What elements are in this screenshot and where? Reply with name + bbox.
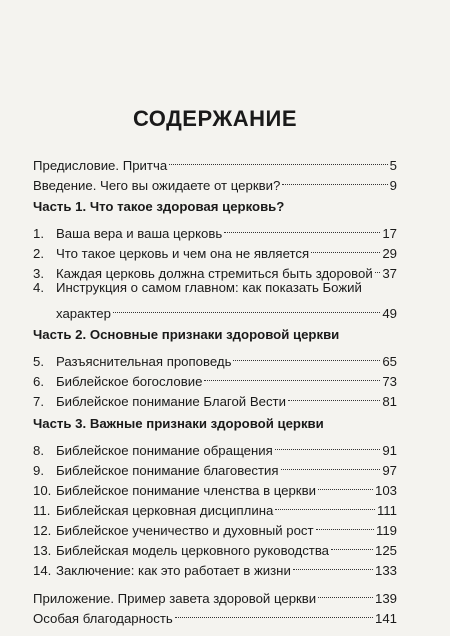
dot-leader [275, 495, 375, 515]
entry-number: 6. [33, 374, 44, 389]
entry-number: 1. [33, 226, 44, 241]
entry-number: 3. [33, 266, 44, 281]
entry-text: Приложение. Пример завета здоровой церкви [33, 591, 317, 606]
entry-text: Ваша вера и ваша церковь [56, 226, 223, 241]
toc-entry-4-continued[interactable] [33, 298, 397, 321]
toc-entry-11[interactable] [33, 495, 397, 518]
toc-entry-appendix[interactable] [33, 583, 397, 606]
entry-text: Библейское понимание членства в церкви [56, 483, 316, 498]
toc-entry-1[interactable] [33, 218, 397, 241]
entry-text: Библейская модель церковного руководства [56, 543, 330, 558]
dot-leader [233, 346, 380, 366]
entry-page: 9 [389, 178, 397, 193]
entry-text: Библейское понимание благовестия [56, 463, 279, 478]
dot-leader [169, 150, 388, 170]
entry-number: 14. [33, 563, 52, 578]
part-1-heading: Часть 1. Что такое здоровая церковь? [33, 199, 285, 214]
toc-entry-4[interactable] [33, 278, 397, 298]
dot-leader [293, 555, 373, 575]
entry-text: Библейское ученичество и духовный рост [56, 523, 314, 538]
entry-page: 73 [382, 374, 397, 389]
entry-text: Разъяснительная проповедь [56, 354, 232, 369]
entry-page: 17 [382, 226, 397, 241]
entry-number: 13. [33, 543, 52, 558]
entry-text: Библейское богословие [56, 374, 203, 389]
entry-page: 111 [376, 503, 397, 518]
entry-text: Введение. Чего вы ожидаете от церкви? [33, 178, 281, 193]
toc-entry-2[interactable] [33, 238, 397, 261]
entry-page: 29 [382, 246, 397, 261]
entry-text-continued: характер [56, 306, 111, 321]
toc-entry-acknowledgements[interactable] [33, 603, 397, 626]
entry-page: 81 [382, 394, 397, 409]
dot-leader [281, 455, 381, 475]
dot-leader [331, 535, 373, 555]
entry-page: 103 [374, 483, 397, 498]
toc-entry-5[interactable] [33, 346, 397, 369]
entry-page: 97 [382, 463, 397, 478]
toc-entry-introduction[interactable] [33, 170, 397, 193]
entry-number: 4. [33, 280, 44, 295]
entry-number: 11. [33, 503, 51, 518]
entry-number: 12. [33, 523, 52, 538]
toc-entry-7[interactable] [33, 386, 397, 409]
dot-leader [288, 386, 380, 406]
entry-page: 119 [375, 523, 397, 538]
entry-text: Библейское понимание Благой Вести [56, 394, 286, 409]
dot-leader [224, 218, 380, 238]
dot-leader [375, 258, 381, 278]
dot-leader [204, 366, 380, 386]
toc-entry-6[interactable] [33, 366, 397, 389]
entry-text: Каждая церковь должна стремиться быть здоровой [56, 266, 373, 281]
dot-leader [275, 435, 381, 455]
toc-entry-preface[interactable] [33, 150, 397, 173]
entry-text: Предисловие. Притча [33, 158, 168, 173]
toc-entry-8[interactable] [33, 435, 397, 458]
toc-entry-9[interactable] [33, 455, 397, 478]
entry-number: 7. [33, 394, 44, 409]
entry-page: 65 [382, 354, 397, 369]
entry-page: 91 [382, 443, 397, 458]
entry-text: Заключение: как это работает в жизни [56, 563, 291, 578]
part-2-heading: Часть 2. Основные признаки здоровой церкви [33, 327, 340, 342]
entry-page: 139 [374, 591, 397, 606]
toc-entry-13[interactable] [33, 535, 397, 558]
dot-leader [316, 515, 374, 535]
dot-leader [318, 475, 373, 495]
part-3-heading: Часть 3. Важные признаки здоровой церкви [33, 416, 324, 431]
dot-leader [113, 298, 380, 318]
page-title: СОДЕРЖАНИЕ [132, 106, 298, 131]
dot-leader [318, 583, 373, 603]
entry-number: 8. [33, 443, 44, 458]
toc-entry-3[interactable] [33, 258, 397, 281]
entry-number: 5. [33, 354, 44, 369]
toc-entry-10[interactable] [33, 475, 397, 498]
entry-page: 141 [374, 611, 397, 626]
entry-number: 10. [33, 483, 52, 498]
entry-number: 9. [33, 463, 44, 478]
entry-page: 49 [382, 306, 397, 321]
entry-text: Библейское понимание обращения [56, 443, 273, 458]
entry-text: Что такое церковь и чем она не является [56, 246, 310, 261]
entry-text: Инструкция о самом главном: как показать Божий [56, 280, 362, 295]
dot-leader [311, 238, 380, 258]
entry-text: Библейская церковная дисциплина [56, 503, 274, 518]
dot-leader [175, 603, 373, 623]
entry-number: 2. [33, 246, 44, 261]
toc-entry-14[interactable] [33, 555, 397, 578]
entry-page: 125 [374, 543, 397, 558]
entry-text: Особая благодарность [33, 611, 173, 626]
entry-page: 5 [389, 158, 397, 173]
toc-entry-12[interactable] [33, 515, 397, 538]
dot-leader [282, 170, 387, 190]
entry-page: 37 [382, 266, 397, 281]
entry-page: 133 [374, 563, 397, 578]
